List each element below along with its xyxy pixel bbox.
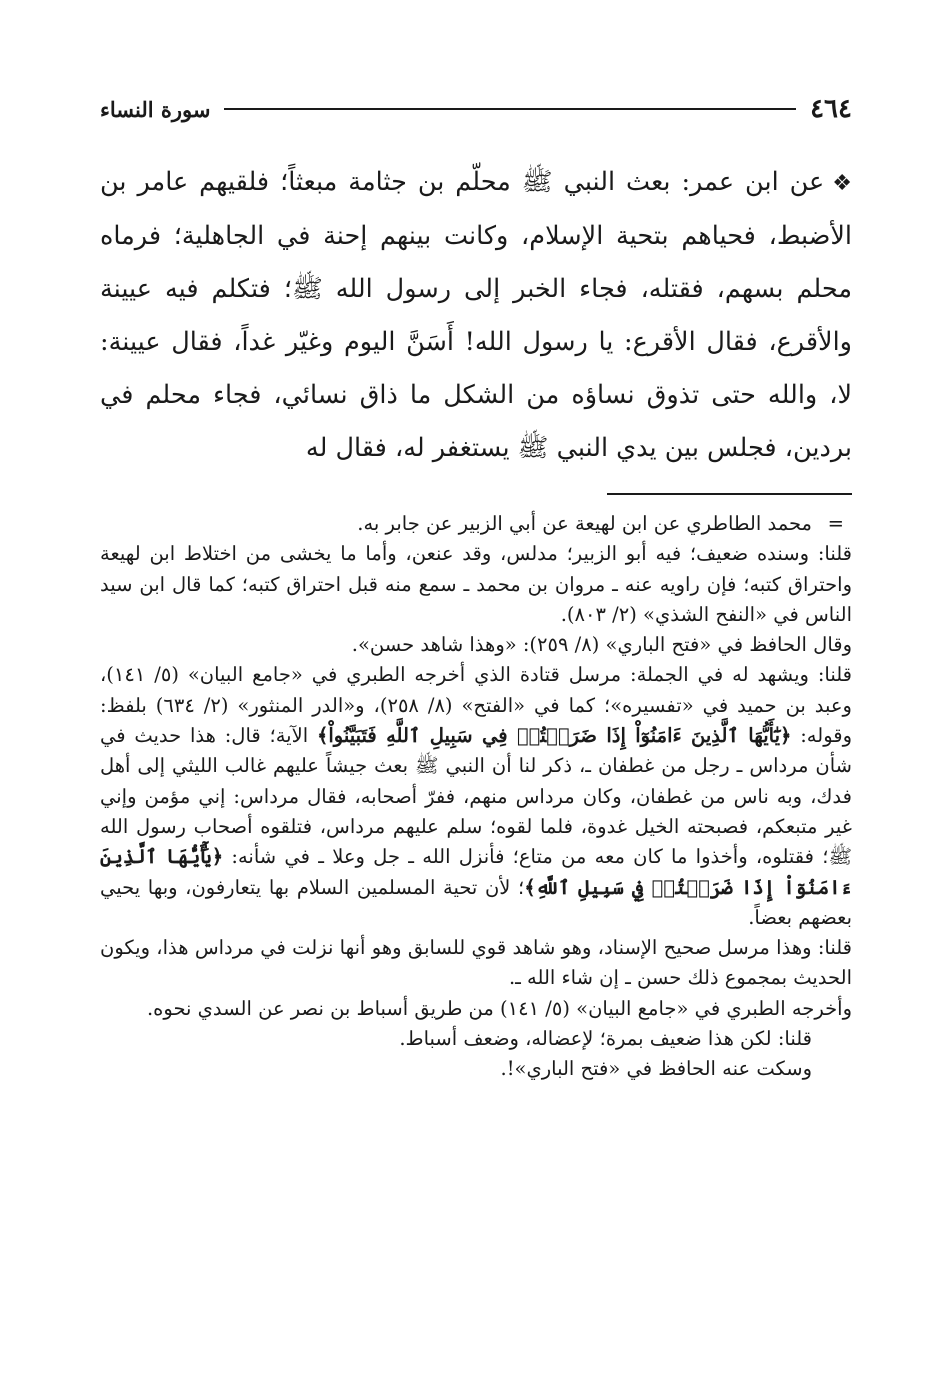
footnote-text: الآية؛ قال: هذا حديث في شأن مرداس ـ رجل من غطفان ـ، ذكر لنا أن النبي ﷺ بعث جيشاً عليهم غالب الليثي إلى أهل فدك، وبه ناس من غطفان، وكان مرداس منهم، ففرّ أصحابه، فقال مرداس: إني مؤمن وإني غير متبعكم، فصبحته الخيل غدوة، فلما لقوه؛ سلم عليهم مرداس، فتلقوه أصحاب رسول الله ﷺ؛ فقتلوه، وأخذوا ما كان معه من متاع؛ فأنزل الله ـ جل وعلا ـ في شأنه: [100, 724, 853, 869]
footnote-paragraph: وقال الحافظ في «فتح الباري» (٨/ ٢٥٩): «وهذا شاهد حسن». [351, 633, 852, 657]
footnote-text: محمد الطاطري عن ابن لهيعة عن أبي الزبير عن جابر به. [357, 512, 812, 535]
footnote-paragraph: قلنا: لكن هذا ضعيف بمرة؛ لإعضاله، وضعف أسباط. [399, 1027, 812, 1051]
main-text [100, 156, 852, 475]
quran-verse: ﴿يَٰٓأَيُّهَا ٱلَّذِينَ ءَامَنُوٓاْ إِذَا ضَرَبۡتُمۡ فِي سَبِيلِ ٱللَّهِ﴾ [100, 845, 852, 899]
footnote-paragraph: وأخرجه الطبري في «جامع البيان» (٥/ ١٤١) من طريق أسباط بن نصر عن السدي نحوه. [146, 996, 852, 1020]
page-number: ٤٦٤ [810, 94, 852, 124]
continuation-mark: = [827, 512, 844, 535]
footnote-paragraph [100, 660, 852, 933]
footnote-text: قلنا: ويشهد له في الجملة: مرسل قتادة الذي أخرجه الطبري في «جامع البيان» (٥/ ١٤١)، وعبد بن حميد في «تفسيره»؛ كما في «الفتح» (٨/ ٢٥٨)، و«الدر المنثور» (٢/ ٦٣٤) بلفظ: وقوله: [100, 663, 853, 748]
footnote-text: ؛ لأن تحية المسلمين السلام بها يتعارفون، وبها يحيي بعضهم بعضاً. [100, 875, 852, 929]
page [100, 84, 852, 1085]
main-paragraph: عن ابن عمر: بعث النبي ﷺ محلّم بن جثامة مبعثاً؛ فلقيهم عامر بن الأضبط، فحياهم بتحية الإسلام، وكانت بينهم إحنة في الجاهلية؛ فرماه محلم بسهم، فقتله، فجاء الخبر إلى رسول الله ﷺ؛ فتكلم فيه عيينة والأقرع، فقال الأقرع: يا رسول الله! أَسَنَّ اليوم وغيّر غداً، فقال عيينة: لا، والله حتى تذوق نساؤه من الشكل ما ذاق نسائي، فجاء محلم في بردين، فجلس بين يدي النبي ﷺ يستغفر له، فقال له [100, 167, 852, 463]
footnote-separator [607, 493, 852, 495]
footnote-paragraph: قلنا: وسنده ضعيف؛ فيه أبو الزبير؛ مدلس، وقد عنعن، وأما ما يخشى من اختلاط ابن لهيعة واحتراق كتبه؛ فإن راويه عنه ـ مروان بن محمد ـ سمع منه قبل احتراق كتبه؛ كما قال ابن سيد الناس في «النفح الشذي» (٢/ ٨٠٣). [100, 542, 852, 626]
footnote-paragraph: قلنا: وهذا مرسل صحيح الإسناد، وهو شاهد قوي للسابق وهو أنها نزلت في مرداس هذا، ويكون الحديث بمجموع ذلك حسن ـ إن شاء الله ـ. [100, 936, 852, 990]
quran-verse: ﴿يَٰٓأَيُّهَا ٱلَّذِينَ ءَامَنُوٓاْ إِذَا ضَرَبۡتُمۡ فِي سَبِيلِ ٱللَّهِ فَتَبَيَّنُواْ﴾ [316, 724, 792, 748]
header-rule [224, 108, 796, 110]
running-header [100, 84, 852, 134]
footnote-paragraph [100, 509, 852, 539]
surah-title: سورة النساء [100, 96, 211, 122]
footnote-paragraph: وسكت عنه الحافظ في «فتح الباري»!. [500, 1057, 812, 1081]
diamond-marker-icon: ❖ [832, 171, 852, 196]
footnotes [100, 509, 852, 1085]
